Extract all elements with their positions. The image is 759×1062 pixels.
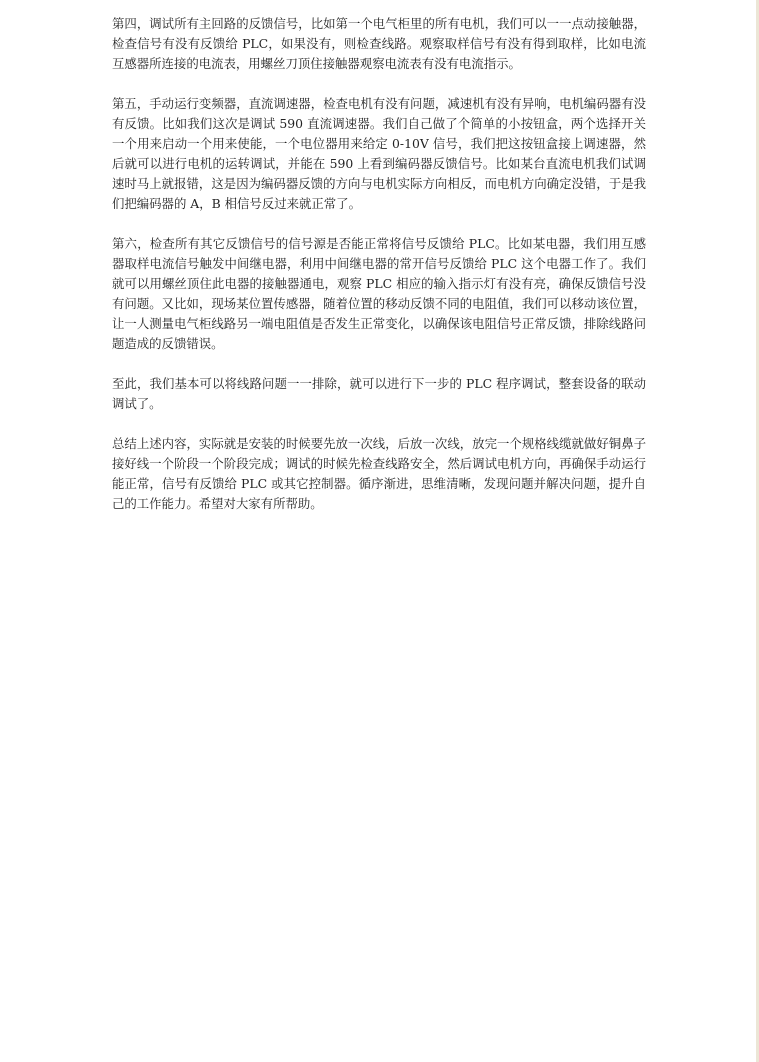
paragraph-step-six: 第六，检查所有其它反馈信号的信号源是否能正常将信号反馈给 PLC。比如某电器，我们用互感器取样电流信号触发中间继电器，利用中间继电器的常开信号反馈给 PLC 这个电器工作了。我们就可以用螺丝顶住此电器的接触器通电，观察 PLC 相应的输入指示灯有没有亮，确保反馈信号没有问题。又比如，现场某位置传感器，随着位置的移动反馈不同的电阻值，我们可以移动该位置，让一人测量电气柜线路另一端电阻值是否发生正常变化，以确保该电阻信号正常反馈，排除线路问题造成的反馈错误。 <box>112 236 646 351</box>
paragraph-step-five: 第五，手动运行变频器，直流调速器，检查电机有没有问题，减速机有没有异响，电机编码器有没有反馈。比如我们这次是调试 590 直流调速器。我们自己做了个简单的小按钮盒，两个选择开关一个用来启动一个用来使能，一个电位器用来给定 0-10V 信号，我们把这按钮盒接上调速器，然后就可以进行电机的运转调试，并能在 590 上看到编码器反馈信号。比如某台直流电机我们试调速时马上就报错，这是因为编码器反馈的方向与电机实际方向相反，而电机方向确定没错，于是我们把编码器的 A，B 相信号反过来就正常了。 <box>112 96 646 211</box>
paragraph-conclusion-transition: 至此，我们基本可以将线路问题一一排除，就可以进行下一步的 PLC 程序调试，整套设备的联动调试了。 <box>112 376 646 411</box>
paragraph-summary: 总结上述内容，实际就是安装的时候要先放一次线，后放一次线，放完一个规格线缆就做好铜鼻子接好线一个阶段一个阶段完成；调试的时候先检查线路安全，然后调试电机方向，再确保手动运行能正常，信号有反馈给 PLC 或其它控制器。循序渐进，思维清晰，发现问题并解决问题，提升自己的工作能力。希望对大家有所帮助。 <box>112 436 646 511</box>
paragraph-step-four: 第四，调试所有主回路的反馈信号，比如第一个电气柜里的所有电机，我们可以一一点动接触器，检查信号有没有反馈给 PLC，如果没有，则检查线路。观察取样信号有没有得到取样，比如电流互感器所连接的电流表，用螺丝刀顶住接触器观察电流表有没有电流指示。 <box>112 16 646 71</box>
document-body <box>112 14 646 534</box>
